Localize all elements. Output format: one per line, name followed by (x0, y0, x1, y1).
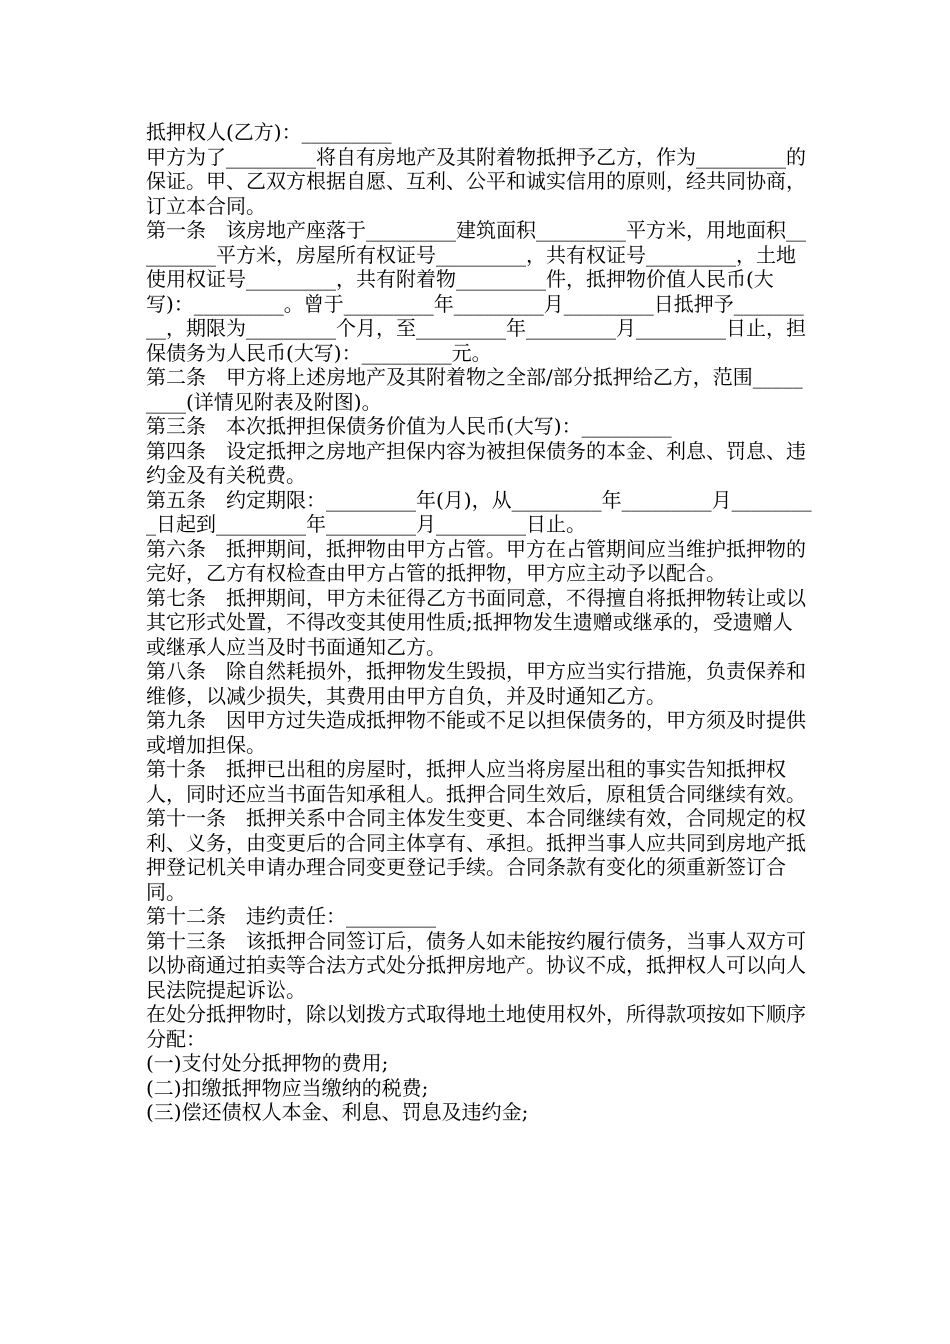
article-1: 第一条 该房地产座落于_________建筑面积_________平方米，用地面积_________平方米，房屋所有权证号_________，共有权证号_________，土地使用权证号_________，共有附着物_________件，抵押物价值人民币(大写)：_________。曾于_________年_________月_________日抵押予_________，期限为_________个月，至_________年_________月_________日止，担保债务为人民币(大写)：_________元。 (146, 218, 806, 365)
article-6: 第六条 抵押期间，抵押物由甲方占管。甲方在占管期间应当维护抵押物的完好，乙方有权检查由甲方占管的抵押物，甲方应主动予以配合。 (146, 536, 806, 585)
distribution-item-1: (一)支付处分抵押物的费用; (146, 1051, 389, 1075)
article-8: 第八条 除自然耗损外，抵押物发生毁损，甲方应当实行措施，负责保养和维修，以减少损失，其费用由甲方自负，并及时通知乙方。 (146, 659, 806, 708)
article-7: 第七条 抵押期间，甲方未征得乙方书面同意，不得擅自将抵押物转让或以其它形式处置，不得改变其使用性质;抵押物发生遗赠或继承的，受遗赠人或继承人应当及时书面通知乙方。 (146, 585, 806, 659)
article-9: 第九条 因甲方过失造成抵押物不能或不足以担保债务的，甲方须及时提供或增加担保。 (146, 708, 806, 757)
preamble-paragraph: 甲方为了_________将自有房地产及其附着物抵押予乙方，作为_________的保证。甲、乙双方根据自愿、互利、公平和诚实信用的原则，经共同协商，订立本合同。 (146, 144, 806, 218)
article-2: 第二条 甲方将上述房地产及其附着物之全部/部分抵押给乙方，范围_________(详情见附表及附图)。 (146, 365, 803, 414)
article-12: 第十二条 违约责任：_________ (146, 904, 436, 928)
distribution-item-2: (二)扣缴抵押物应当缴纳的税费; (146, 1075, 429, 1100)
contract-page (146, 120, 812, 1125)
distribution-intro: 在处分抵押物时，除以划拨方式取得地土地使用权外，所得款项按如下顺序分配： (146, 1002, 806, 1051)
article-13: 第十三条 该抵押合同签订后，债务人如未能按约履行债务，当事人双方可以协商通过拍卖等合法方式处分抵押房地产。协议不成，抵押权人可以向人民法院提起诉讼。 (146, 928, 806, 1002)
article-5: 第五条 约定期限：_________年(月)，从_________年_________月_________日起到_________年_________月_________日止。 (146, 487, 812, 536)
distribution-item-3: (三)偿还债权人本金、利息、罚息及违约金; (146, 1100, 529, 1124)
article-11: 第十一条 抵押关系中合同主体发生变更、本合同继续有效，合同规定的权利、义务，由变更后的合同主体享有、承担。抵押当事人应共同到房地产抵押登记机关申请办理合同变更登记手续。合同条款有变化的须重新签订合同。 (146, 806, 806, 904)
article-3: 第三条 本次抵押担保债务价值为人民币(大写)：_________ (146, 414, 672, 438)
mortgagee-line: 抵押权人(乙方)：_________ (146, 120, 392, 144)
article-4: 第四条 设定抵押之房地产担保内容为被担保债务的本金、利息、罚息、违约金及有关税费。 (146, 438, 806, 487)
article-10: 第十条 抵押已出租的房屋时，抵押人应当将房屋出租的事实告知抵押权人，同时还应当书面告知承租人。抵押合同生效后，原租赁合同继续有效。 (146, 757, 806, 806)
